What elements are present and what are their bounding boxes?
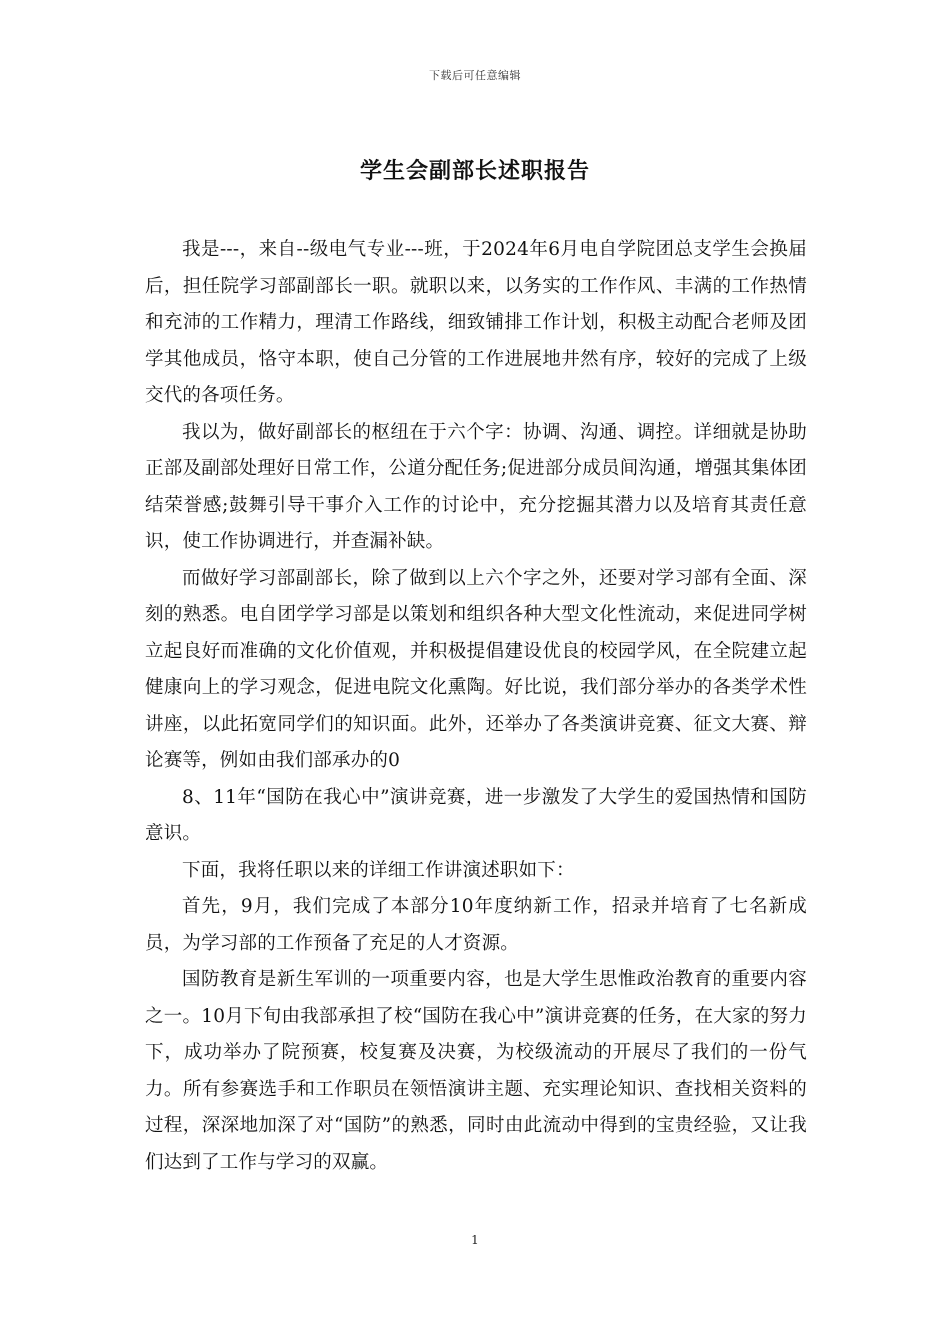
paragraph-6: 首先，9月，我们完成了本部分10年度纳新工作，招录并培育了七名新成员，为学习部的工作预备了充足的人才资源。 (145, 896, 807, 954)
paragraph-3: 而做好学习部副部长，除了做到以上六个字之外，还要对学习部有全面、深刻的熟悉。电自团学学习部是以策划和组织各种大型文化性流动，来促进同学树立起良好而准确的文化价值观，并积极提倡建设优良的校园学风，在全院建立起健康向上的学习观念，促进电院文化熏陶。好比说，我们部分举办的各类学术性讲座，以此拓宽同学们的知识面。此外，还举办了各类演讲竞赛、征文大赛、辩论赛等，例如由我们部承办的0 (145, 567, 807, 771)
paragraph-4: 8、11年“国防在我心中”演讲竞赛，进一步激发了大学生的爱国热情和国防意识。 (145, 786, 807, 844)
document-title: 学生会副部长述职报告 (359, 159, 590, 184)
paragraph-1: 我是---，来自--级电气专业---班，于2024年6月电自学院团总支学生会换届后，担任院学习部副部长一职。就职以来，以务实的工作作风、丰满的工作热情和充沛的工作精力，理清工作路线，细致铺排工作计划，积极主动配合老师及团学其他成员，恪守本职，使自己分管的工作进展地井然有序，较好的完成了上级交代的各项任务。 (145, 239, 807, 406)
paragraph-2: 我以为，做好副部长的枢纽在于六个字：协调、沟通、调控。详细就是协助正部及副部处理好日常工作，公道分配任务;促进部分成员间沟通，增强其集体团结荣誉感;鼓舞引导干事介入工作的讨论中，充分挖掘其潜力以及培育其责任意识，使工作协调进行，并查漏补缺。 (145, 421, 807, 552)
header-note: 下载后可任意编辑 (429, 69, 521, 82)
paragraph-5: 下面，我将任职以来的详细工作讲演述职如下： (182, 859, 575, 881)
paragraph-7: 国防教育是新生军训的一项重要内容，也是大学生思惟政治教育的重要内容之一。10月下旬由我部承担了校“国防在我心中”演讲竞赛的任务，在大家的努力下，成功举办了院预赛，校复赛及决赛，为校级流动的开展尽了我们的一份气力。所有参赛选手和工作职员在领悟演讲主题、充实理论知识、查找相关资料的过程，深深地加深了对“国防”的熟悉，同时由此流动中得到的宝贵经验，又让我们达到了工作与学习的双赢。 (145, 969, 807, 1173)
document-body (145, 232, 807, 1181)
page-number: 1 (471, 1233, 479, 1247)
